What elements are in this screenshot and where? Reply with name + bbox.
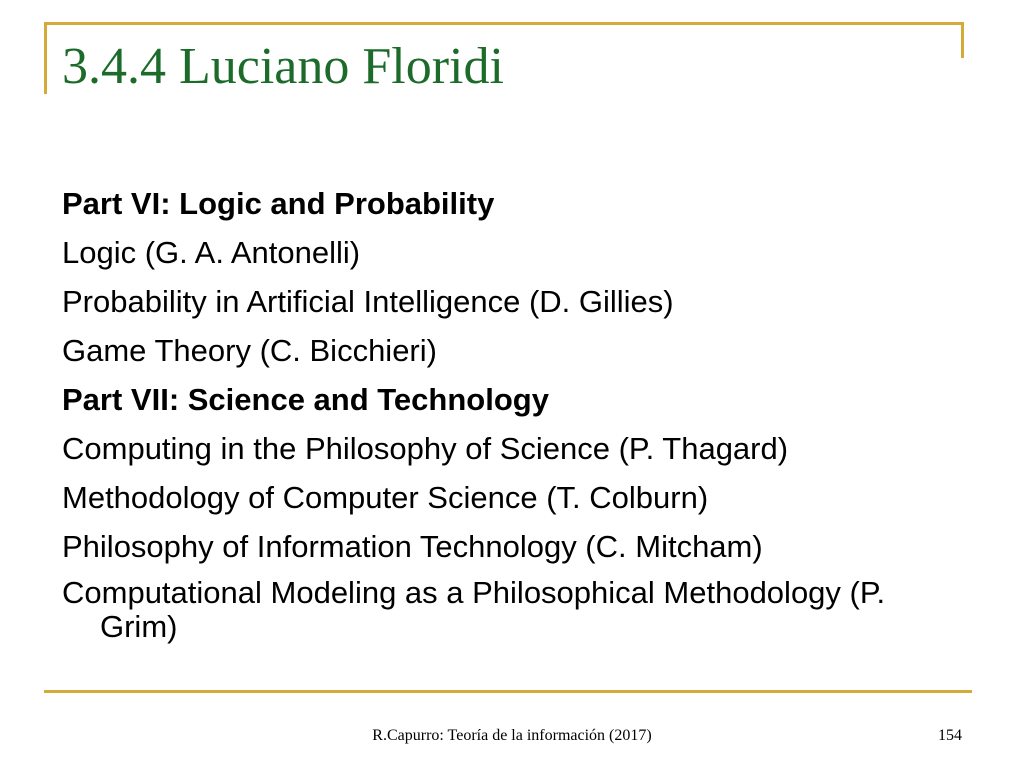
frame-left-rule	[44, 22, 47, 94]
list-item-computational-modeling: Computational Modeling as a Philosophical Methodology (P. Grim)	[62, 575, 886, 644]
frame-top-rule	[44, 22, 964, 25]
list-item-probability-ai: Probability in Artificial Intelligence (D. Gillies)	[62, 284, 674, 319]
list-item-methodology-computer-science: Methodology of Computer Science (T. Colburn)	[62, 480, 709, 515]
slide-body	[62, 184, 962, 644]
frame-right-rule	[961, 22, 964, 58]
page-number: 154	[938, 727, 962, 744]
list-item-philosophy-information-technology: Philosophy of Information Technology (C. Mitcham)	[62, 529, 763, 564]
footer-rule	[44, 690, 972, 693]
slide-title: 3.4.4 Luciano Floridi	[62, 38, 504, 95]
section-heading-part-vi: Part VI: Logic and Probability	[62, 186, 495, 221]
footer-citation: R.Capurro: Teoría de la información (2017)	[372, 727, 652, 744]
list-item-computing-philosophy-science: Computing in the Philosophy of Science (P. Thagard)	[62, 431, 789, 466]
list-item-logic: Logic (G. A. Antonelli)	[62, 235, 361, 270]
list-item-game-theory: Game Theory (C. Bicchieri)	[62, 333, 437, 368]
section-heading-part-vii: Part VII: Science and Technology	[62, 382, 549, 417]
